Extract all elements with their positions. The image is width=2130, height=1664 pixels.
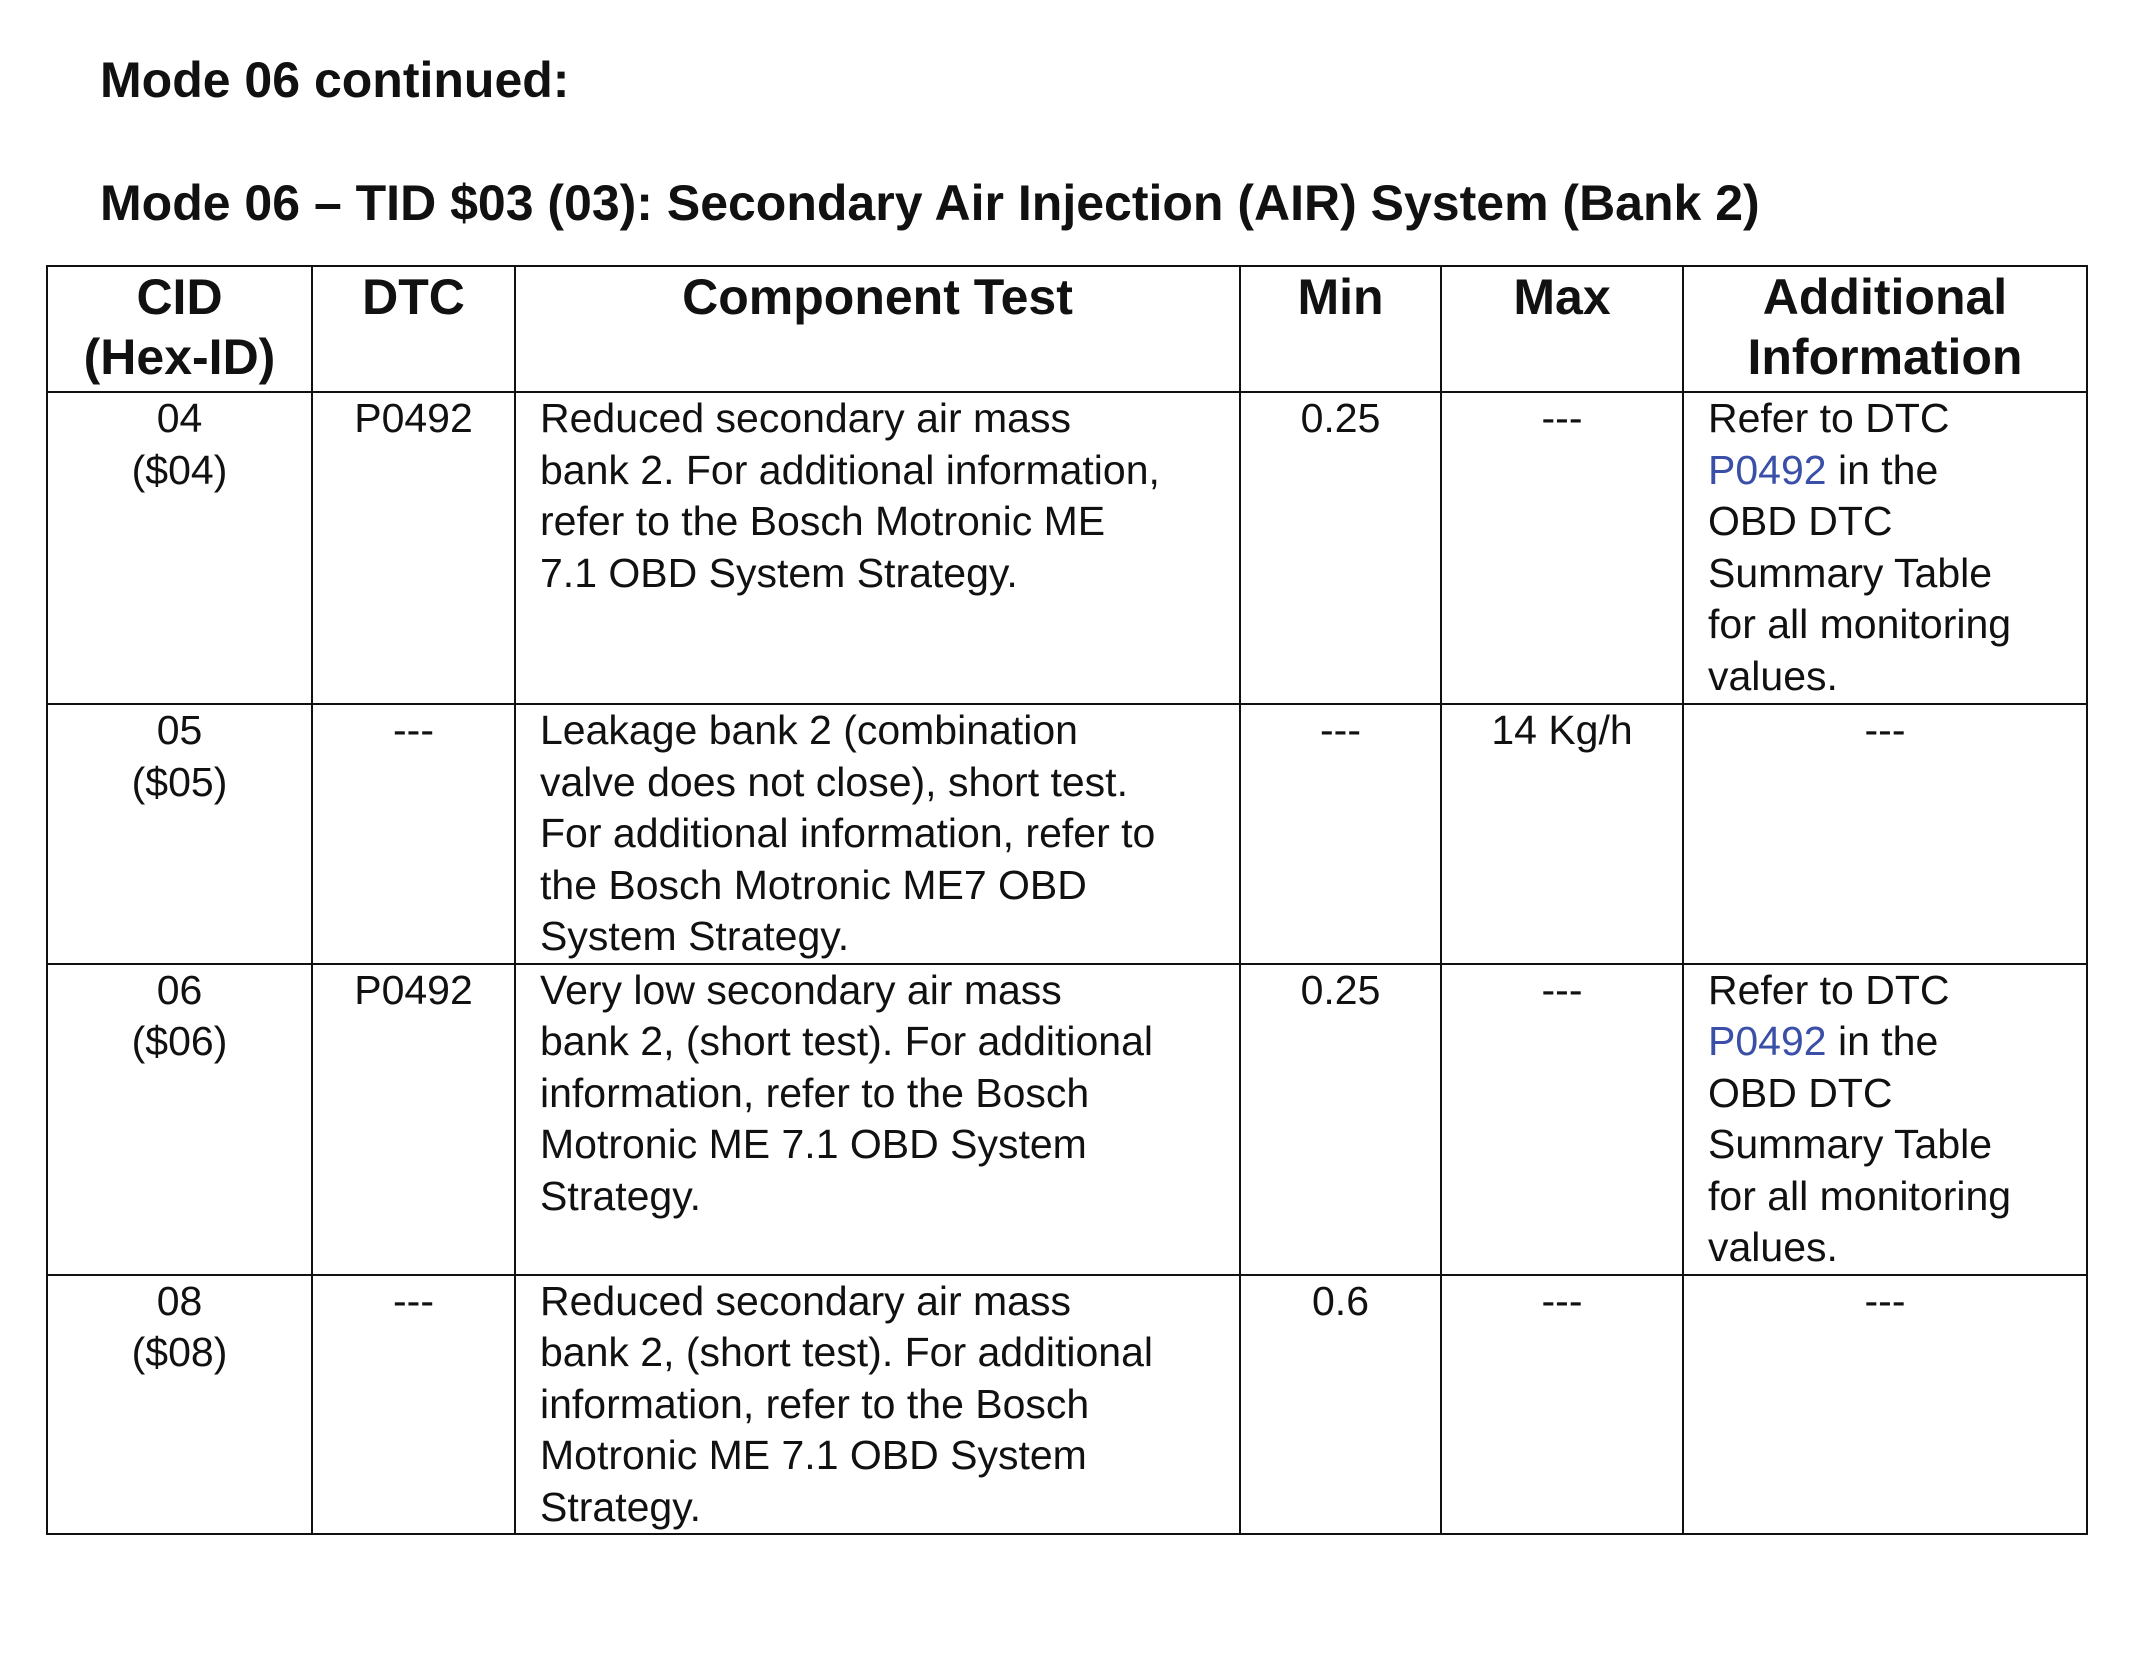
cell-dtc: P0492: [312, 392, 515, 704]
cell-component-test: [515, 964, 1240, 1275]
component-test-line: Strategy.: [540, 1483, 702, 1530]
component-test-line: bank 2, (short test). For additional: [540, 1018, 1154, 1064]
dtc-link[interactable]: P0492: [1708, 1018, 1827, 1064]
dtc-link[interactable]: P0492: [1708, 446, 1827, 493]
header-cid: [47, 266, 312, 392]
table-row: [47, 392, 2087, 704]
header-additional-label: Additional: [1762, 269, 2008, 325]
page-heading-continued: Mode 06 continued:: [100, 52, 570, 108]
cell-cid: [47, 704, 312, 964]
cell-component-test: [515, 1275, 1240, 1535]
cell-cid: [47, 1275, 312, 1535]
info-line: for all monitoring: [1708, 1172, 2012, 1219]
mode06-table: [46, 265, 2088, 1535]
cid-value: 08: [156, 1277, 203, 1324]
info-line: OBD DTC: [1708, 498, 1893, 544]
cid-value: 04: [156, 395, 203, 441]
component-test-line: For additional information, refer to: [540, 810, 1156, 856]
info-line-with-link: [1708, 1016, 2076, 1068]
component-test-line: 7.1 OBD System Strategy.: [540, 549, 1018, 596]
component-test-line: the Bosch Motronic ME7 OBD: [540, 861, 1087, 908]
info-line: for all monitoring: [1708, 601, 2012, 647]
table-header-row: [47, 266, 2087, 392]
component-test-line: bank 2. For additional information,: [540, 446, 1160, 493]
table-row: [47, 704, 2087, 964]
header-information-label: Information: [1747, 329, 2023, 385]
cell-additional-info: [1683, 964, 2087, 1275]
cell-component-test: [515, 704, 1240, 964]
info-line-with-link: [1708, 445, 2076, 497]
component-test-line: refer to the Bosch Motronic ME: [540, 498, 1106, 544]
header-hex-label: (Hex-ID): [83, 329, 276, 385]
component-test-line: bank 2, (short test). For additional: [540, 1329, 1154, 1375]
cell-dtc: P0492: [312, 964, 515, 1275]
cell-cid: [47, 964, 312, 1275]
cid-value: 05: [156, 707, 203, 753]
cell-min: 0.25: [1240, 964, 1441, 1275]
hex-value: ($08): [131, 1329, 228, 1375]
cell-max: ---: [1441, 1275, 1683, 1535]
cell-max: 14 Kg/h: [1441, 704, 1683, 964]
component-test-line: System Strategy.: [540, 913, 850, 959]
table-row: [47, 1275, 2087, 1535]
cell-component-test: [515, 392, 1240, 704]
component-test-line: Reduced secondary air mass: [540, 1277, 1071, 1324]
component-test-line: Strategy.: [540, 1172, 702, 1219]
info-line: values.: [1708, 1224, 1838, 1270]
component-test-line: information, refer to the Bosch: [540, 1380, 1090, 1427]
cell-dtc: ---: [312, 1275, 515, 1535]
cell-min: ---: [1240, 704, 1441, 964]
cell-max: ---: [1441, 392, 1683, 704]
header-min: Min: [1240, 266, 1441, 392]
page-title: Mode 06 – TID $03 (03): Secondary Air Injection (AIR) System (Bank 2): [100, 175, 1760, 231]
cell-min: 0.6: [1240, 1275, 1441, 1535]
cell-max: ---: [1441, 964, 1683, 1275]
cell-dtc: ---: [312, 704, 515, 964]
cell-additional-info: [1683, 392, 2087, 704]
info-line: Summary Table: [1708, 549, 1993, 596]
header-cid-label: CID: [136, 269, 223, 325]
info-line: Refer to DTC: [1708, 966, 1950, 1013]
header-additional-info: [1683, 266, 2087, 392]
component-test-line: Motronic ME 7.1 OBD System: [540, 1121, 1087, 1167]
cell-cid: [47, 392, 312, 704]
info-line: Summary Table: [1708, 1121, 1993, 1167]
header-component-test: Component Test: [515, 266, 1240, 392]
cid-value: 06: [156, 966, 203, 1013]
hex-value: ($04): [131, 446, 228, 493]
cell-additional-info: ---: [1683, 704, 2087, 964]
cell-min: 0.25: [1240, 392, 1441, 704]
info-link-suffix: in the: [1826, 446, 1939, 493]
table-row: [47, 964, 2087, 1275]
component-test-line: valve does not close), short test.: [540, 758, 1128, 805]
component-test-line: Very low secondary air mass: [540, 966, 1062, 1013]
component-test-line: Reduced secondary air mass: [540, 395, 1071, 441]
info-line: values.: [1708, 652, 1838, 699]
component-test-line: Leakage bank 2 (combination: [540, 707, 1078, 753]
hex-value: ($05): [131, 758, 228, 805]
hex-value: ($06): [131, 1018, 228, 1064]
component-test-line: Motronic ME 7.1 OBD System: [540, 1432, 1087, 1478]
info-line: Refer to DTC: [1708, 395, 1950, 441]
component-test-line: information, refer to the Bosch: [540, 1069, 1090, 1116]
cell-additional-info: ---: [1683, 1275, 2087, 1535]
info-line: OBD DTC: [1708, 1069, 1893, 1116]
info-link-suffix: in the: [1826, 1018, 1939, 1064]
header-max: Max: [1441, 266, 1683, 392]
header-dtc: DTC: [312, 266, 515, 392]
